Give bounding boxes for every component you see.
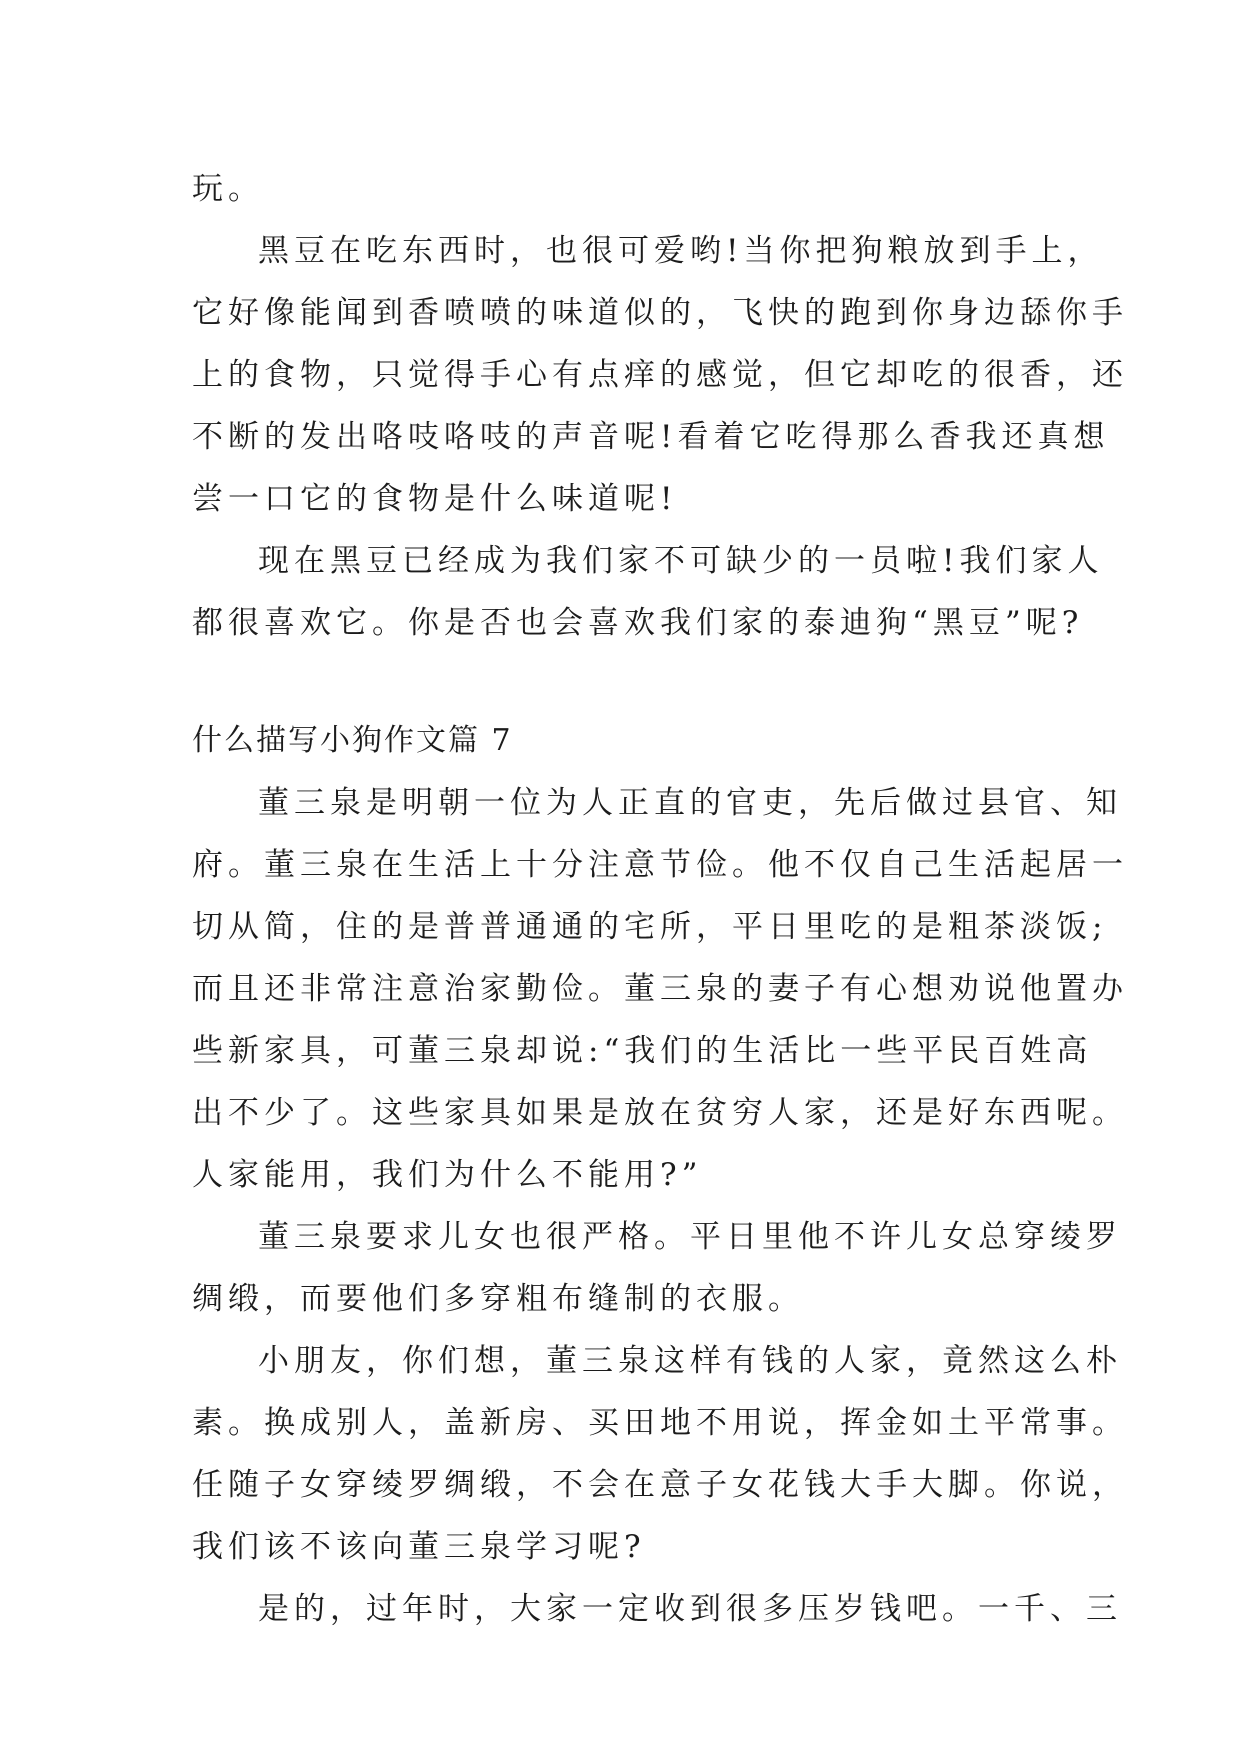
text-line: 都很喜欢它。你是否也会喜欢我们家的泰迪狗“黑豆”呢? bbox=[192, 605, 1084, 641]
text-line: 玩。 bbox=[192, 171, 264, 207]
text-line: 素。换成别人，盖新房、买田地不用说，挥金如土平常事。 bbox=[192, 1405, 1128, 1441]
paragraph-first-line: 董三泉是明朝一位为人正直的官吏，先后做过县官、知 bbox=[258, 785, 1122, 821]
text-line: 上的食物，只觉得手心有点痒的感觉，但它却吃的很香，还 bbox=[192, 357, 1128, 393]
text-line: 府。董三泉在生活上十分注意节俭。他不仅自己生活起居一 bbox=[192, 847, 1128, 883]
paragraph-first-line: 黑豆在吃东西时，也很可爱哟!当你把狗粮放到手上， bbox=[258, 233, 1104, 269]
text-line: 人家能用，我们为什么不能用?” bbox=[192, 1157, 703, 1193]
text-line: 它好像能闻到香喷喷的味道似的，飞快的跑到你身边舔你手 bbox=[192, 295, 1128, 331]
paragraph-first-line: 董三泉要求儿女也很严格。平日里他不许儿女总穿绫罗 bbox=[258, 1219, 1122, 1255]
text-line: 尝一口它的食物是什么味道呢! bbox=[192, 481, 678, 517]
paragraph-first-line: 是的，过年时，大家一定收到很多压岁钱吧。一千、三 bbox=[258, 1591, 1122, 1627]
text-line: 而且还非常注意治家勤俭。董三泉的妻子有心想劝说他置办 bbox=[192, 971, 1128, 1007]
section-heading: 什么描写小狗作文篇 7 bbox=[192, 723, 513, 758]
text-line: 出不少了。这些家具如果是放在贫穷人家，还是好东西呢。 bbox=[192, 1095, 1128, 1131]
text-line: 我们该不该向董三泉学习呢? bbox=[192, 1529, 646, 1565]
text-line: 任随子女穿绫罗绸缎，不会在意子女花钱大手大脚。你说， bbox=[192, 1467, 1128, 1503]
text-line: 不断的发出咯吱咯吱的声音呢!看着它吃得那么香我还真想 bbox=[192, 419, 1110, 455]
text-line: 绸缎，而要他们多穿粗布缝制的衣服。 bbox=[192, 1281, 804, 1317]
paragraph-first-line: 现在黑豆已经成为我们家不可缺少的一员啦!我们家人 bbox=[258, 543, 1104, 579]
text-line: 些新家具，可董三泉却说:“我们的生活比一些平民百姓高 bbox=[192, 1033, 1093, 1069]
paragraph-first-line: 小朋友，你们想，董三泉这样有钱的人家，竟然这么朴 bbox=[258, 1343, 1122, 1379]
section-gap bbox=[192, 654, 1063, 710]
text-line: 切从简，住的是普普通通的宅所，平日里吃的是粗茶淡饭; bbox=[192, 909, 1108, 945]
